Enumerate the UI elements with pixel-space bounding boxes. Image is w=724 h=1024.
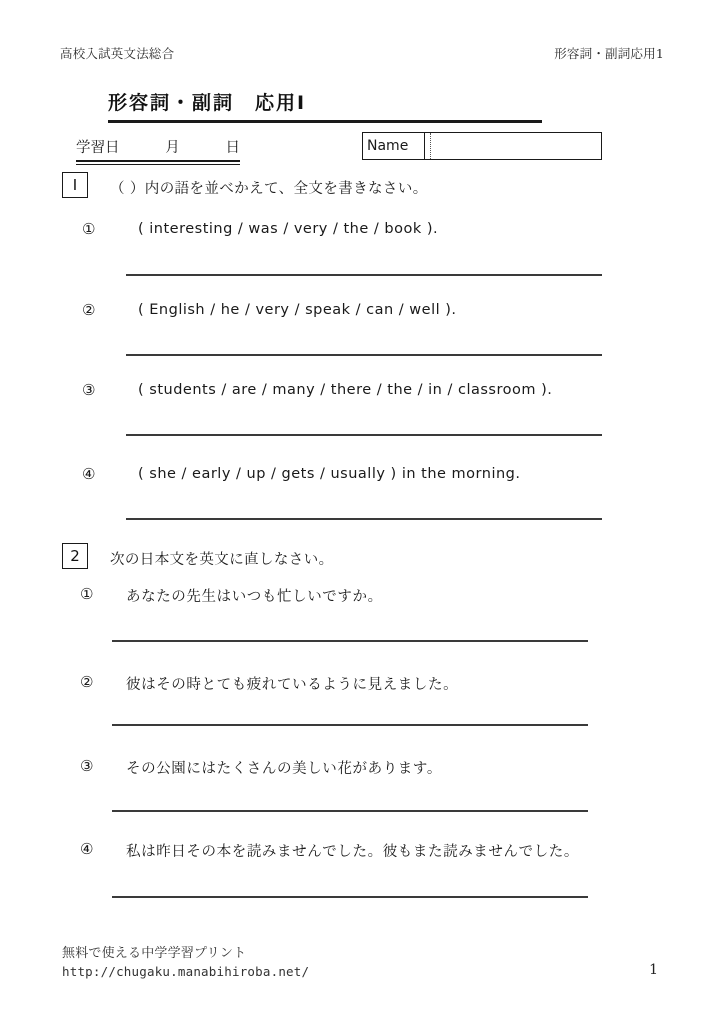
study-date-double-rule xyxy=(76,160,240,165)
item-marker: ② xyxy=(80,673,94,691)
question-text: あなたの先生はいつも忙しいですか。 xyxy=(126,589,383,605)
answer-line[interactable] xyxy=(126,354,602,356)
running-head-left: 高校入試英文法総合 xyxy=(60,46,175,61)
study-date-day-label: 日 xyxy=(225,140,240,156)
answer-line[interactable] xyxy=(112,724,588,726)
name-input-area[interactable] xyxy=(430,133,601,159)
answer-line[interactable] xyxy=(112,810,588,812)
name-label: Name xyxy=(363,133,425,159)
name-box xyxy=(362,132,602,160)
running-head xyxy=(60,44,664,62)
item-marker: ④ xyxy=(82,465,96,483)
item-marker: ① xyxy=(82,220,96,238)
page-title: 形容詞・副詞 応用Ⅰ xyxy=(108,92,307,114)
study-date-month-label: 月 xyxy=(165,140,180,156)
study-date-labels xyxy=(76,136,240,160)
question-text: ( English / he / very / speak / can / well ). xyxy=(138,302,457,318)
question-text: ( students / are / many / there / the / in / classroom ). xyxy=(138,382,553,398)
item-marker: ① xyxy=(80,585,94,603)
item-marker: ④ xyxy=(80,840,94,858)
footer-site-name: 無料で使える中学学習プリント xyxy=(62,946,247,961)
running-head-right: 形容詞・副詞応用1 xyxy=(554,46,664,61)
page-number: 1 xyxy=(649,962,658,978)
answer-line[interactable] xyxy=(112,896,588,898)
section-2-number-box xyxy=(62,543,88,569)
section-2-instruction: 次の日本文を英文に直しなさい。 xyxy=(110,552,334,568)
answer-line[interactable] xyxy=(126,274,602,276)
item-marker: ③ xyxy=(80,757,94,775)
footer-url[interactable]: http://chugaku.manabihiroba.net/ xyxy=(62,964,310,979)
answer-line[interactable] xyxy=(112,640,588,642)
item-marker: ③ xyxy=(82,381,96,399)
title-underline-rule xyxy=(108,120,542,123)
study-date-field xyxy=(76,136,240,165)
answer-line[interactable] xyxy=(126,518,602,520)
section-1-number-box xyxy=(62,172,88,198)
answer-line[interactable] xyxy=(126,434,602,436)
question-text: その公園にはたくさんの美しい花があります。 xyxy=(126,761,442,777)
question-text: 私は昨日その本を読みませんでした。彼もまた読みませんでした。 xyxy=(126,844,579,860)
question-text: 彼はその時とても疲れているように見えました。 xyxy=(126,677,459,693)
question-text: ( interesting / was / very / the / book ). xyxy=(138,221,439,237)
section-2-number: 2 xyxy=(70,547,80,565)
page-title-block xyxy=(108,88,542,123)
item-marker: ② xyxy=(82,301,96,319)
study-date-label: 学習日 xyxy=(76,140,120,156)
footer xyxy=(62,942,662,979)
section-1-number: Ⅰ xyxy=(72,176,78,194)
question-text: ( she / early / up / gets / usually ) in the morning. xyxy=(138,466,521,482)
section-1-instruction: （ ）内の語を並べかえて、全文を書きなさい。 xyxy=(110,181,428,197)
